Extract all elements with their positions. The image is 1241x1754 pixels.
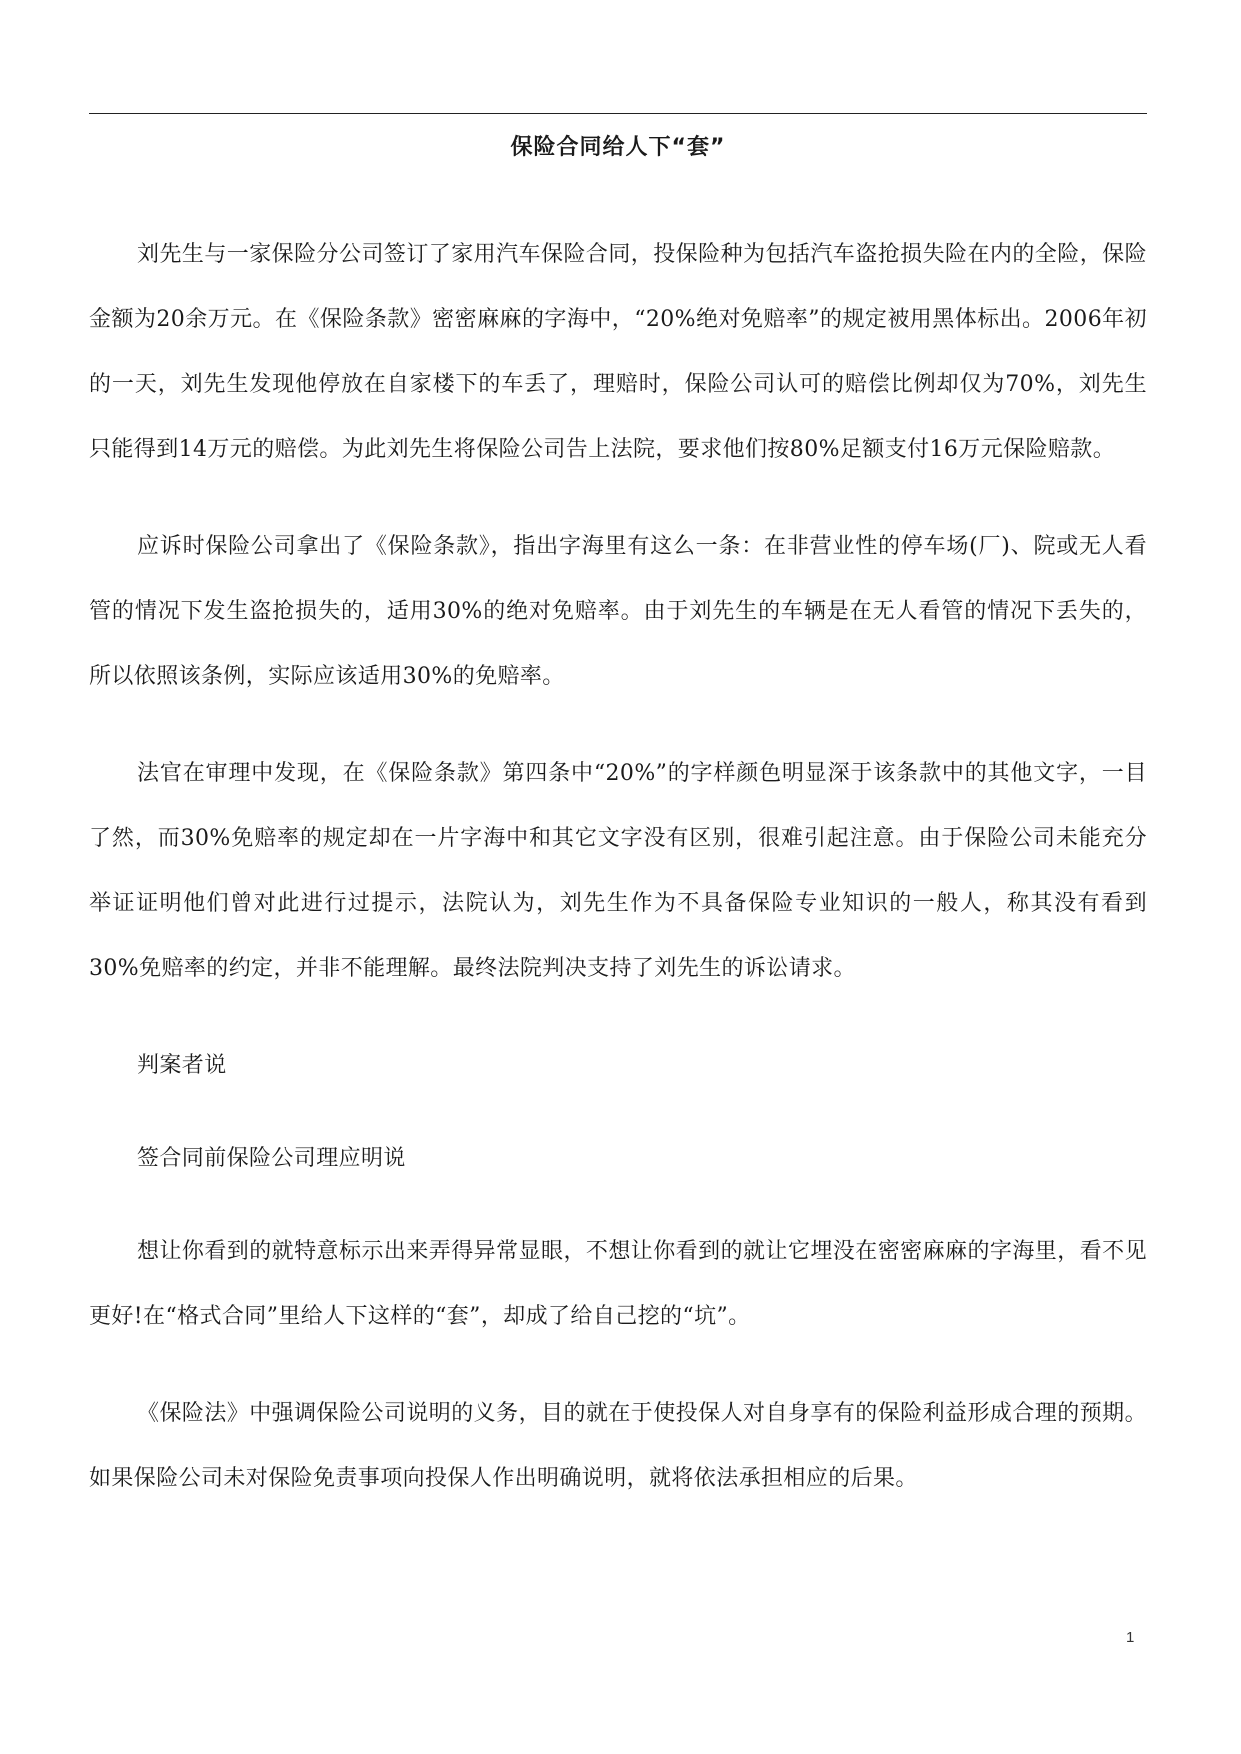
paragraph-insurer-response: 应诉时保险公司拿出了《保险条款》，指出字海里有这么一条：在非营业性的停车场(厂)、院或无人看管的情况下发生盗抢损失的，适用30%的绝对免赔率。由于刘先生的车辆是在无人看管的情况下丢失的，所以依照该条例，实际应该适用30%的免赔率。 — [89, 534, 1147, 689]
paragraph-court-finding: 法官在审理中发现，在《保险条款》第四条中“20%”的字样颜色明显深于该条款中的其他文字，一目了然，而30%免赔率的规定却在一片字海中和其它文字没有区别，很难引起注意。由于保险公司未能充分举证证明他们曾对此进行过提示，法院认为，刘先生作为不具备保险专业知识的一般人，称其没有看到30%免赔率的约定，并非不能理解。最终法院判决支持了刘先生的诉讼请求。 — [89, 761, 1147, 981]
paragraph-commentary: 想让你看到的就特意标示出来弄得异常显眼，不想让你看到的就让它埋没在密密麻麻的字海里，看不见更好!在“格式合同”里给人下这样的“套”，却成了给自己挖的“坑”。 — [89, 1239, 1147, 1329]
paragraph-case-facts: 刘先生与一家保险分公司签订了家用汽车保险合同，投保险种为包括汽车盗抢损失险在内的全险，保险金额为20余万元。在《保险条款》密密麻麻的字海中，“20%绝对免赔率”的规定被用黑体标出。2006年初的一天，刘先生发现他停放在自家楼下的车丢了，理赔时，保险公司认可的赔偿比例却仅为70%，刘先生只能得到14万元的赔偿。为此刘先生将保险公司告上法院，要求他们按80%足额支付16万元保险赔款。 — [89, 242, 1147, 462]
section-heading-judge-says: 判案者说 — [137, 1053, 227, 1078]
section-subheading: 签合同前保险公司理应明说 — [137, 1146, 406, 1171]
paragraph-insurance-law: 《保险法》中强调保险公司说明的义务，目的就在于使投保人对自身享有的保险利益形成合理的预期。如果保险公司未对保险免责事项向投保人作出明确说明，就将依法承担相应的后果。 — [89, 1401, 1147, 1491]
document-body — [89, 222, 1147, 1543]
page-number: 1 — [1126, 1629, 1135, 1646]
header-rule — [89, 113, 1147, 114]
document-title: 保险合同给人下“套” — [510, 135, 726, 160]
